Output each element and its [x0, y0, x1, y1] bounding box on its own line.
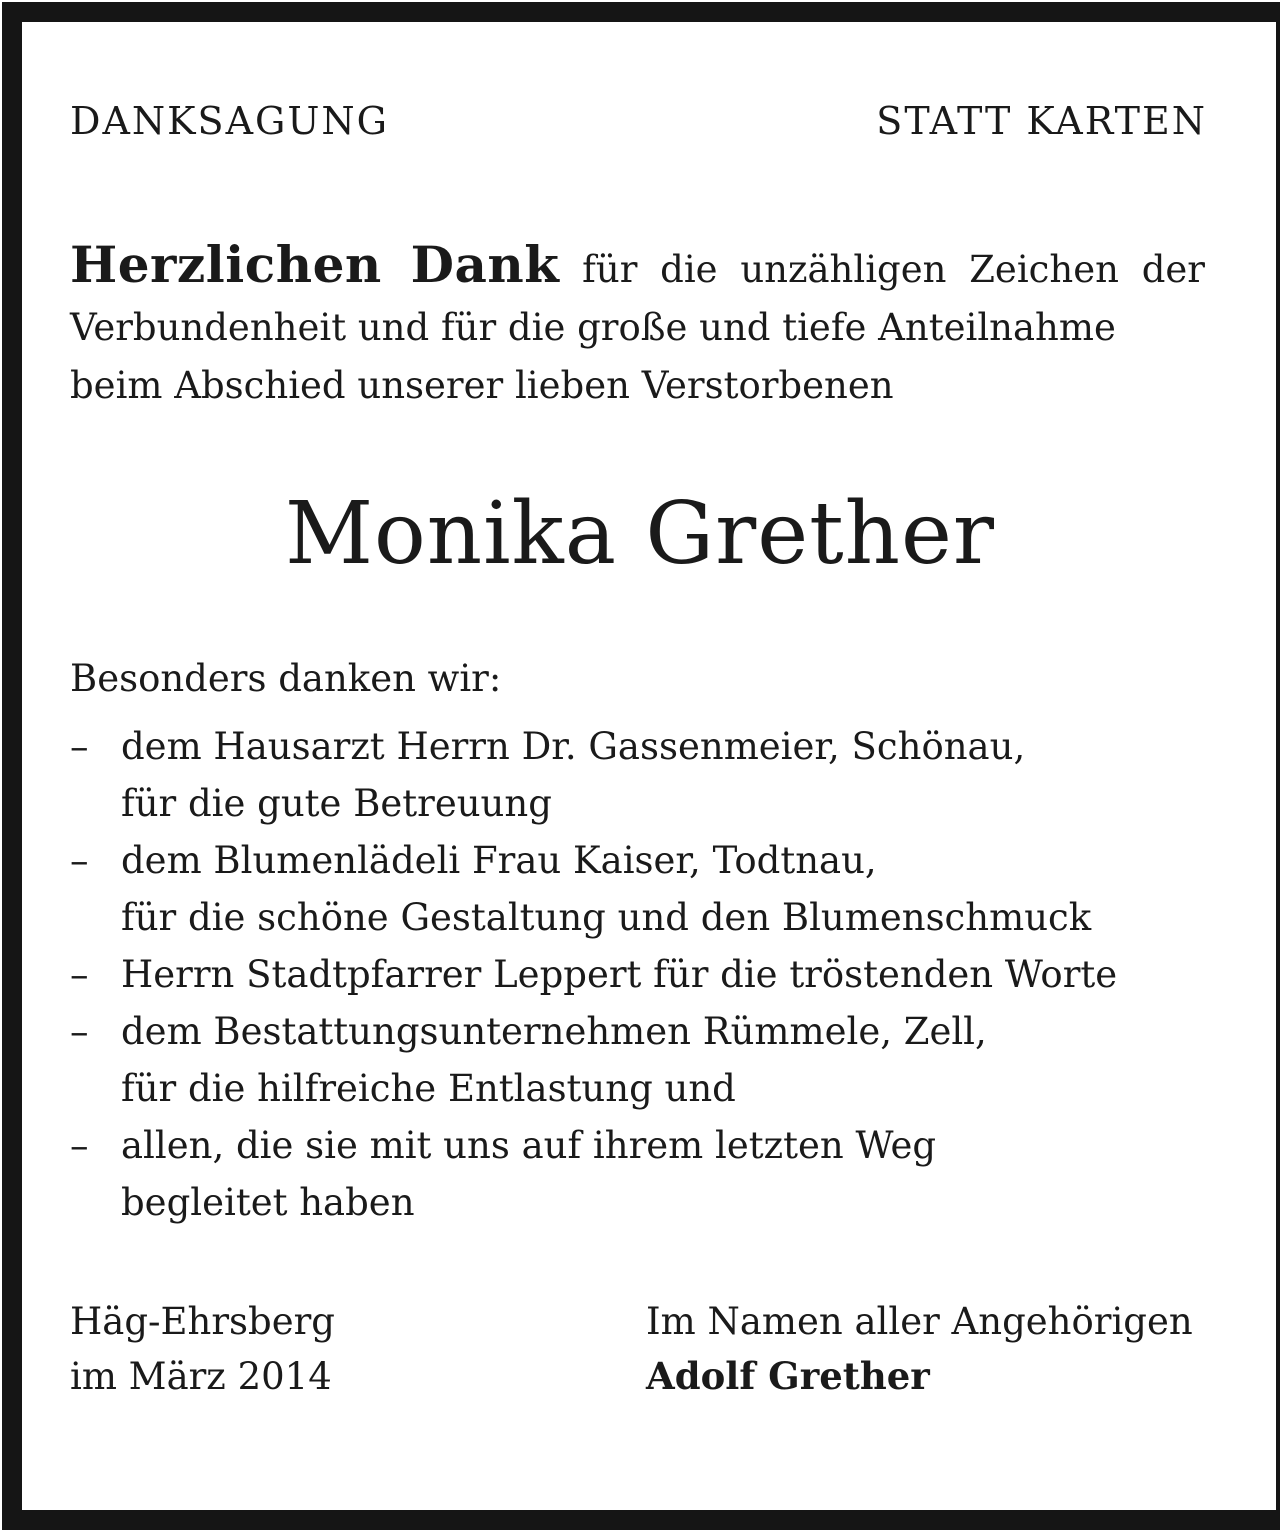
intro-paragraph — [70, 236, 1205, 415]
thanks-list — [70, 718, 1190, 1231]
list-item — [70, 1117, 1190, 1231]
list-dash: – — [70, 839, 89, 882]
date: im März 2014 — [70, 1355, 332, 1398]
list-item — [70, 1003, 1190, 1117]
list-item-line-2: für die schöne Gestaltung und den Blumenschmuck — [121, 896, 1092, 939]
intro-line-1: für die unzähligen Zeichen der — [559, 248, 1205, 291]
signature-block — [646, 1294, 1193, 1404]
list-item-line-1: allen, die sie mit uns auf ihrem letzten Weg — [121, 1124, 937, 1167]
place: Häg-Ehrsberg — [70, 1300, 335, 1343]
list-item-line-1: Herrn Stadtpfarrer Leppert für die tröstenden Worte — [121, 953, 1118, 996]
deceased-name: Monika Grether — [284, 484, 996, 584]
list-item-line-2: für die gute Betreuung — [121, 782, 552, 825]
list-dash: – — [70, 725, 89, 768]
intro-line-3: beim Abschied unserer lieben Verstorbenen — [70, 364, 894, 407]
list-dash: – — [70, 953, 89, 996]
notice-type-label: DANKSAGUNG — [70, 99, 390, 143]
list-item — [70, 832, 1190, 946]
list-item-line-1: dem Bestattungsunternehmen Rümmele, Zell, — [121, 1010, 987, 1053]
list-dash: – — [70, 1124, 89, 1167]
list-item-line-1: dem Hausarzt Herrn Dr. Gassenmeier, Schönau, — [121, 725, 1026, 768]
intro-lead: Herzlichen Dank — [70, 235, 560, 294]
list-item — [70, 718, 1190, 832]
list-item-line-2: für die hilfreiche Entlastung und — [121, 1067, 736, 1110]
intro-line-2: Verbundenheit und für die große und tiefe Anteilnahme — [70, 306, 1116, 349]
place-and-date — [70, 1294, 335, 1404]
statt-karten-label: STATT KARTEN — [876, 99, 1207, 143]
list-item — [70, 946, 1190, 1003]
list-item-line-2: begleitet haben — [121, 1181, 415, 1224]
signer-name: Adolf Grether — [646, 1354, 930, 1398]
thanks-intro: Besonders danken wir: — [70, 657, 502, 700]
list-item-line-1: dem Blumenlädeli Frau Kaiser, Todtnau, — [121, 839, 877, 882]
on-behalf-text: Im Namen aller Angehörigen — [646, 1300, 1193, 1343]
list-dash: – — [70, 1010, 89, 1053]
